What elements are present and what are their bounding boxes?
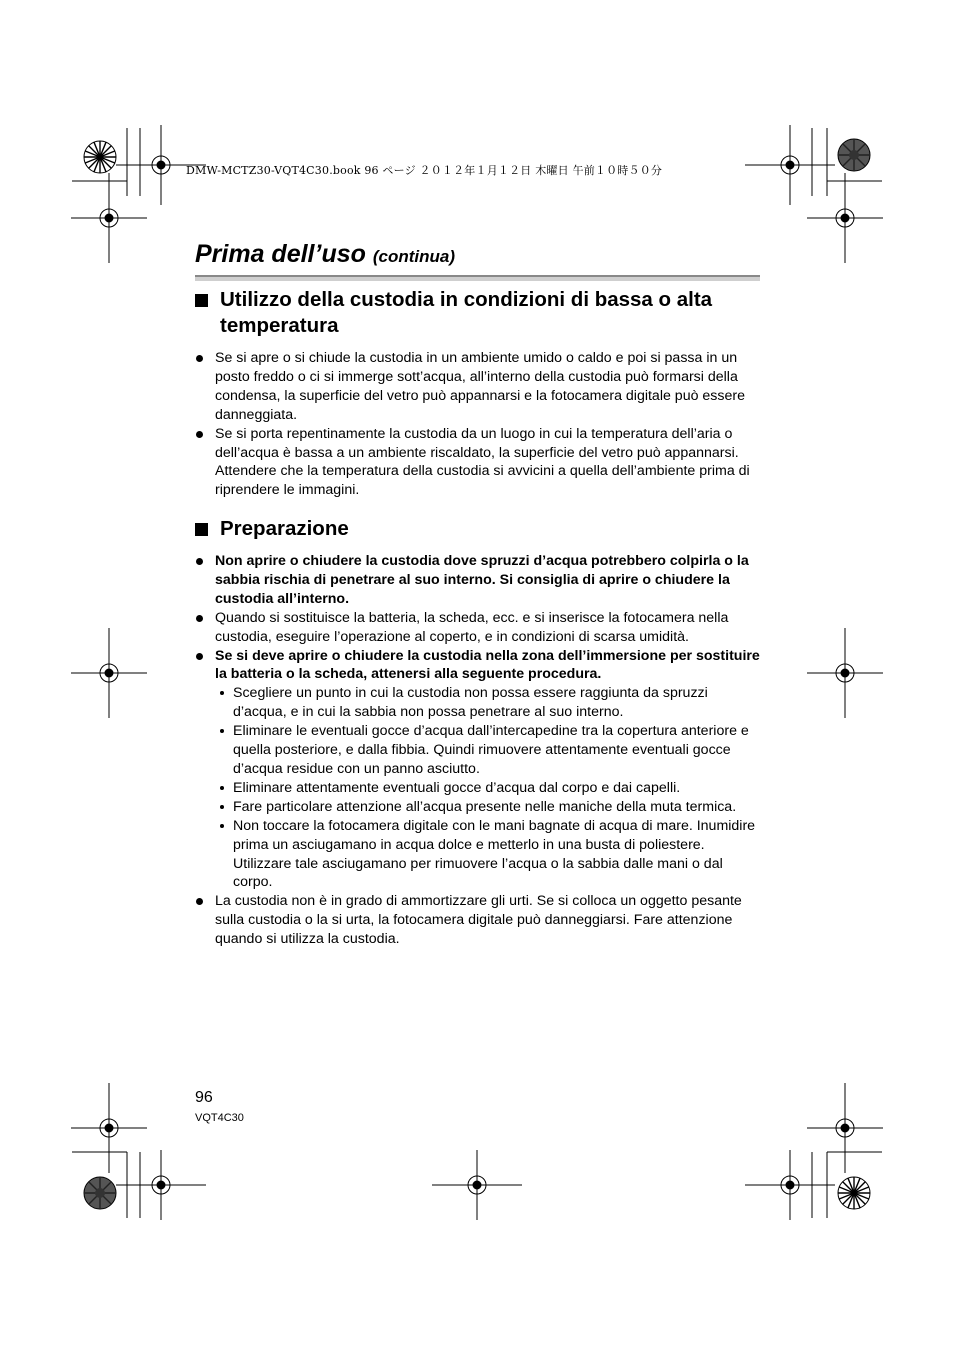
list-item: La custodia non è in grado di ammortizzare gli urti. Se si colloca un oggetto pesante sulla custodia o la si urta, la fotocamera digitale può danneggiarsi. Fare attenzione quando si utilizza la custodia.: [195, 892, 760, 949]
bullet-icon: [196, 898, 203, 905]
temperature-list: [195, 349, 760, 500]
title-rule-shade: [195, 277, 760, 281]
small-bullet-icon: [220, 824, 224, 828]
bullet-icon: [196, 558, 203, 565]
section-heading-preparation: Preparazione: [195, 516, 765, 542]
page-number: 96: [195, 1089, 213, 1106]
bullet-icon: [196, 615, 203, 622]
page-title: [195, 240, 760, 269]
bullet-icon: [196, 653, 203, 660]
sublist-item: Eliminare le eventuali gocce d’acqua dall’intercapedine tra la copertura anteriore e quella posteriore, e dalla fibbia. Quindi rimuovere attentamente eventuali gocce d’acqua residue con un panno asciutto.: [215, 722, 760, 779]
list-item: Non aprire o chiudere la custodia dove spruzzi d’acqua potrebbero colpirla o la sabbia rischia di penetrare al suo interno. Si consiglia di aprire o chiudere la custodia all’interno.: [195, 552, 760, 609]
sublist-item: Eliminare attentamente eventuali gocce d’acqua dal corpo e dai capelli.: [215, 779, 760, 798]
small-bullet-icon: [220, 691, 224, 695]
sublist-item: Non toccare la fotocamera digitale con le mani bagnate di acqua di mare. Inumidire prima un asciugamano in acqua dolce e metterlo in una busta di poliestere. Utilizzare tale asciugamano per rimuovere l’acqua o la sabbia dalle mani o dal corpo.: [215, 817, 760, 893]
procedure-sublist: [215, 684, 760, 892]
small-bullet-icon: [220, 786, 224, 790]
section-heading-temperature: Utilizzo della custodia in condizioni di bassa o alta temperatura: [195, 287, 765, 339]
list-item: Se si porta repentinamente la custodia da un luogo in cui la temperatura dell’aria o dell’acqua è bassa a un ambiente riscaldato, la superficie del vetro può appannarsi. Attendere che la temperatura della custodia si avvicini a quella dell’ambiente prima di riprendere le immagini.: [195, 425, 760, 501]
bullet-icon: [196, 355, 203, 362]
list-item: Se si deve aprire o chiudere la custodia nella zona dell’immersione per sostituire la batteria o la scheda, attenersi alla seguente procedura. Scegliere un punto in cui la custodia non possa essere raggiunta da spruzzi d’acqua, e in cui la sabbia non possa penetrare al suo interno. Eliminare le eventuali gocce d’acqua dall’intercapedine tra la copertura anteriore e quella posteriore, e dalla fibbia. Quindi rimuovere attentamente eventuali gocce d’acqua residue con un panno asciutto. Eliminare attentamente eventuali gocce d’acqua dal corpo e dai capelli. Fare particolare attenzione all’acqua presente nelle maniche della muta termica. Non toccare la fotocamera digitale con le mani bagnate di acqua di mare. Inumidire prima un asciugamano in acqua dolce e metterlo in una busta di poliestere. Utilizzare tale asciugamano per rimuovere l’acqua o la sabbia dalle mani o dal corpo.: [195, 647, 760, 893]
square-bullet-icon: [195, 294, 208, 307]
small-bullet-icon: [220, 805, 224, 809]
list-item: Quando si sostituisce la batteria, la scheda, ecc. e si inserisce la fotocamera nella custodia, eseguire l’operazione al coperto, e in condizioni di scarsa umidità.: [195, 609, 760, 647]
sublist-item: Fare particolare attenzione all’acqua presente nelle maniche della muta termica.: [215, 798, 760, 817]
square-bullet-icon: [195, 523, 208, 536]
bullet-icon: [196, 431, 203, 438]
small-bullet-icon: [220, 729, 224, 733]
sublist-item: Scegliere un punto in cui la custodia non possa essere raggiunta da spruzzi d’acqua, e in cui la sabbia non possa penetrare al suo interno.: [215, 684, 760, 722]
preparation-list: [195, 552, 760, 949]
page-title-main: Prima dell’uso: [195, 240, 366, 268]
page-title-continued: (continua): [372, 247, 455, 266]
list-item: Se si apre o si chiude la custodia in un ambiente umido o caldo e poi si passa in un posto freddo o ci si immerge sott’acqua, all’interno della custodia può formarsi della condensa, la superficie del vetro può appannarsi e la fotocamera digitale può essere danneggiata.: [195, 349, 760, 425]
document-code: VQT4C30: [195, 1112, 244, 1124]
print-job-header: DMW-MCTZ30-VQT4C30.book 96 ページ ２０１２年１月１２日 木曜日 午前１０時５０分: [186, 164, 663, 177]
